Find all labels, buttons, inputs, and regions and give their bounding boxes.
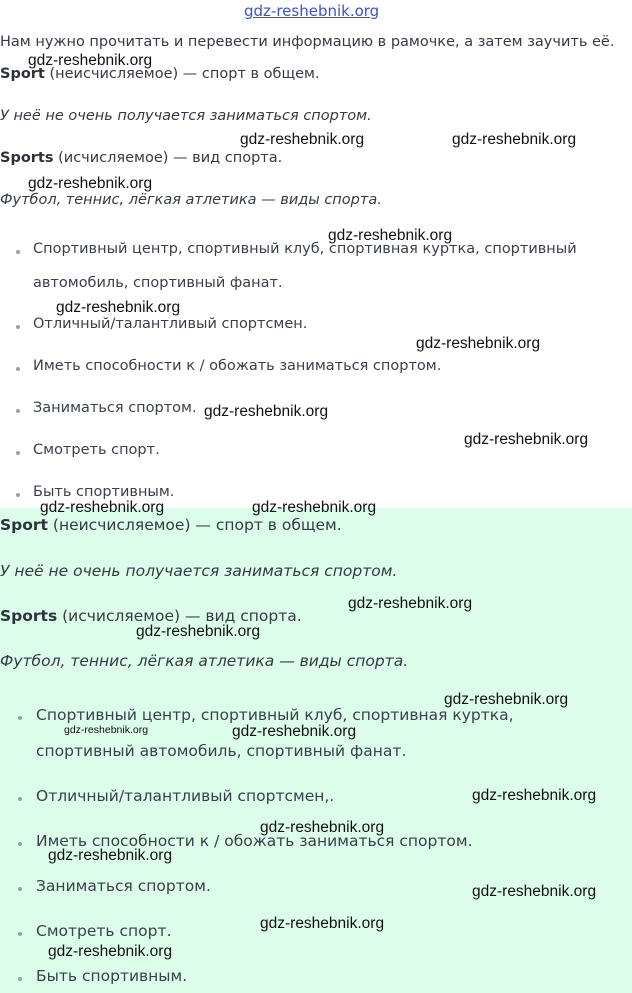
watermark: gdz-reshebnik.org xyxy=(416,335,541,352)
list-item: Заниматься спортом. xyxy=(36,877,211,895)
watermark: gdz-reshebnik.org xyxy=(252,499,377,516)
bullet-dot xyxy=(16,325,20,329)
watermark: gdz-reshebnik.org xyxy=(64,724,149,736)
watermark: gdz-reshebnik.org xyxy=(28,52,153,69)
watermark: gdz-reshebnik.org xyxy=(28,175,153,192)
watermark: gdz-reshebnik.org xyxy=(56,299,181,316)
sport-def-text: (неисчисляемое) — спорт в общем. xyxy=(44,66,320,82)
watermark: gdz-reshebnik.org xyxy=(260,915,385,932)
watermark: gdz-reshebnik.org xyxy=(348,595,473,612)
list-item: Быть спортивным. xyxy=(33,484,175,500)
list-item: Иметь способности к / обожать заниматься спортом. xyxy=(33,358,442,374)
sports-term: Sports xyxy=(0,607,58,625)
watermark: gdz-reshebnik.org xyxy=(48,847,173,864)
list-item: Смотреть спорт. xyxy=(36,922,172,940)
list-item: Спортивный центр, спортивный клуб, спортивная куртка, спортивный xyxy=(33,241,577,257)
sport-definition-answer xyxy=(0,516,342,534)
sport-term: Sport xyxy=(0,516,48,534)
watermark: gdz-reshebnik.org xyxy=(204,403,329,420)
bullet-dot xyxy=(16,409,20,413)
watermark: gdz-reshebnik.org xyxy=(240,131,365,148)
list-item: Смотреть спорт. xyxy=(33,442,160,458)
sports-def-text: (исчисляемое) — вид спорта. xyxy=(53,150,283,166)
watermark: gdz-reshebnik.org xyxy=(260,819,385,836)
list-item: Отличный/талантливый спортсмен. xyxy=(33,316,308,332)
sports-example-answer: Футбол, теннис, лёгкая атлетика — виды спорта. xyxy=(0,652,409,670)
bullet-dot xyxy=(18,797,22,801)
watermark: gdz-reshebnik.org xyxy=(328,227,453,244)
bullet-dot xyxy=(18,932,22,936)
watermark: gdz-reshebnik.org xyxy=(40,499,165,516)
sports-example: Футбол, теннис, лёгкая атлетика — виды спорта. xyxy=(0,192,382,208)
watermark: gdz-reshebnik.org xyxy=(452,131,577,148)
bullet-dot xyxy=(16,493,20,497)
list-item-continuation: спортивный автомобиль, спортивный фанат. xyxy=(36,742,407,760)
bullet-dot xyxy=(18,887,22,891)
sport-example-answer: У неё не очень получается заниматься спортом. xyxy=(0,562,398,580)
list-item: Спортивный центр, спортивный клуб, спортивная куртка, xyxy=(36,706,514,724)
site-header-link[interactable]: gdz-reshebnik.org xyxy=(244,2,380,20)
watermark: gdz-reshebnik.org xyxy=(48,943,173,960)
bullet-dot xyxy=(18,977,22,981)
bullet-dot xyxy=(18,842,22,846)
watermark: gdz-reshebnik.org xyxy=(232,723,357,740)
list-item: Быть спортивным. xyxy=(36,967,188,985)
sports-def-text: (исчисляемое) — вид спорта. xyxy=(57,607,302,625)
list-item: Иметь способности к / обожать заниматься спортом. xyxy=(36,832,473,850)
bullet-dot xyxy=(16,451,20,455)
watermark: gdz-reshebnik.org xyxy=(136,623,261,640)
watermark: gdz-reshebnik.org xyxy=(444,691,569,708)
bullet-dot xyxy=(18,716,22,720)
watermark: gdz-reshebnik.org xyxy=(472,883,597,900)
list-item-continuation: автомобиль, спортивный фанат. xyxy=(33,275,283,291)
list-item: Отличный/талантливый спортсмен,. xyxy=(36,787,335,805)
list-item: Заниматься спортом. xyxy=(33,400,197,416)
sports-definition xyxy=(0,150,282,166)
watermark: gdz-reshebnik.org xyxy=(472,787,597,804)
sport-term: Sport xyxy=(0,66,45,82)
sports-term: Sports xyxy=(0,150,54,166)
bullet-dot xyxy=(16,367,20,371)
watermark: gdz-reshebnik.org xyxy=(464,431,589,448)
sport-example: У неё не очень получается заниматься спортом. xyxy=(0,108,372,124)
intro-text: Нам нужно прочитать и перевести информацию в рамочке, а затем заучить её. xyxy=(0,34,615,50)
sport-def-text: (неисчисляемое) — спорт в общем. xyxy=(47,516,342,534)
bullet-dot xyxy=(16,250,20,254)
